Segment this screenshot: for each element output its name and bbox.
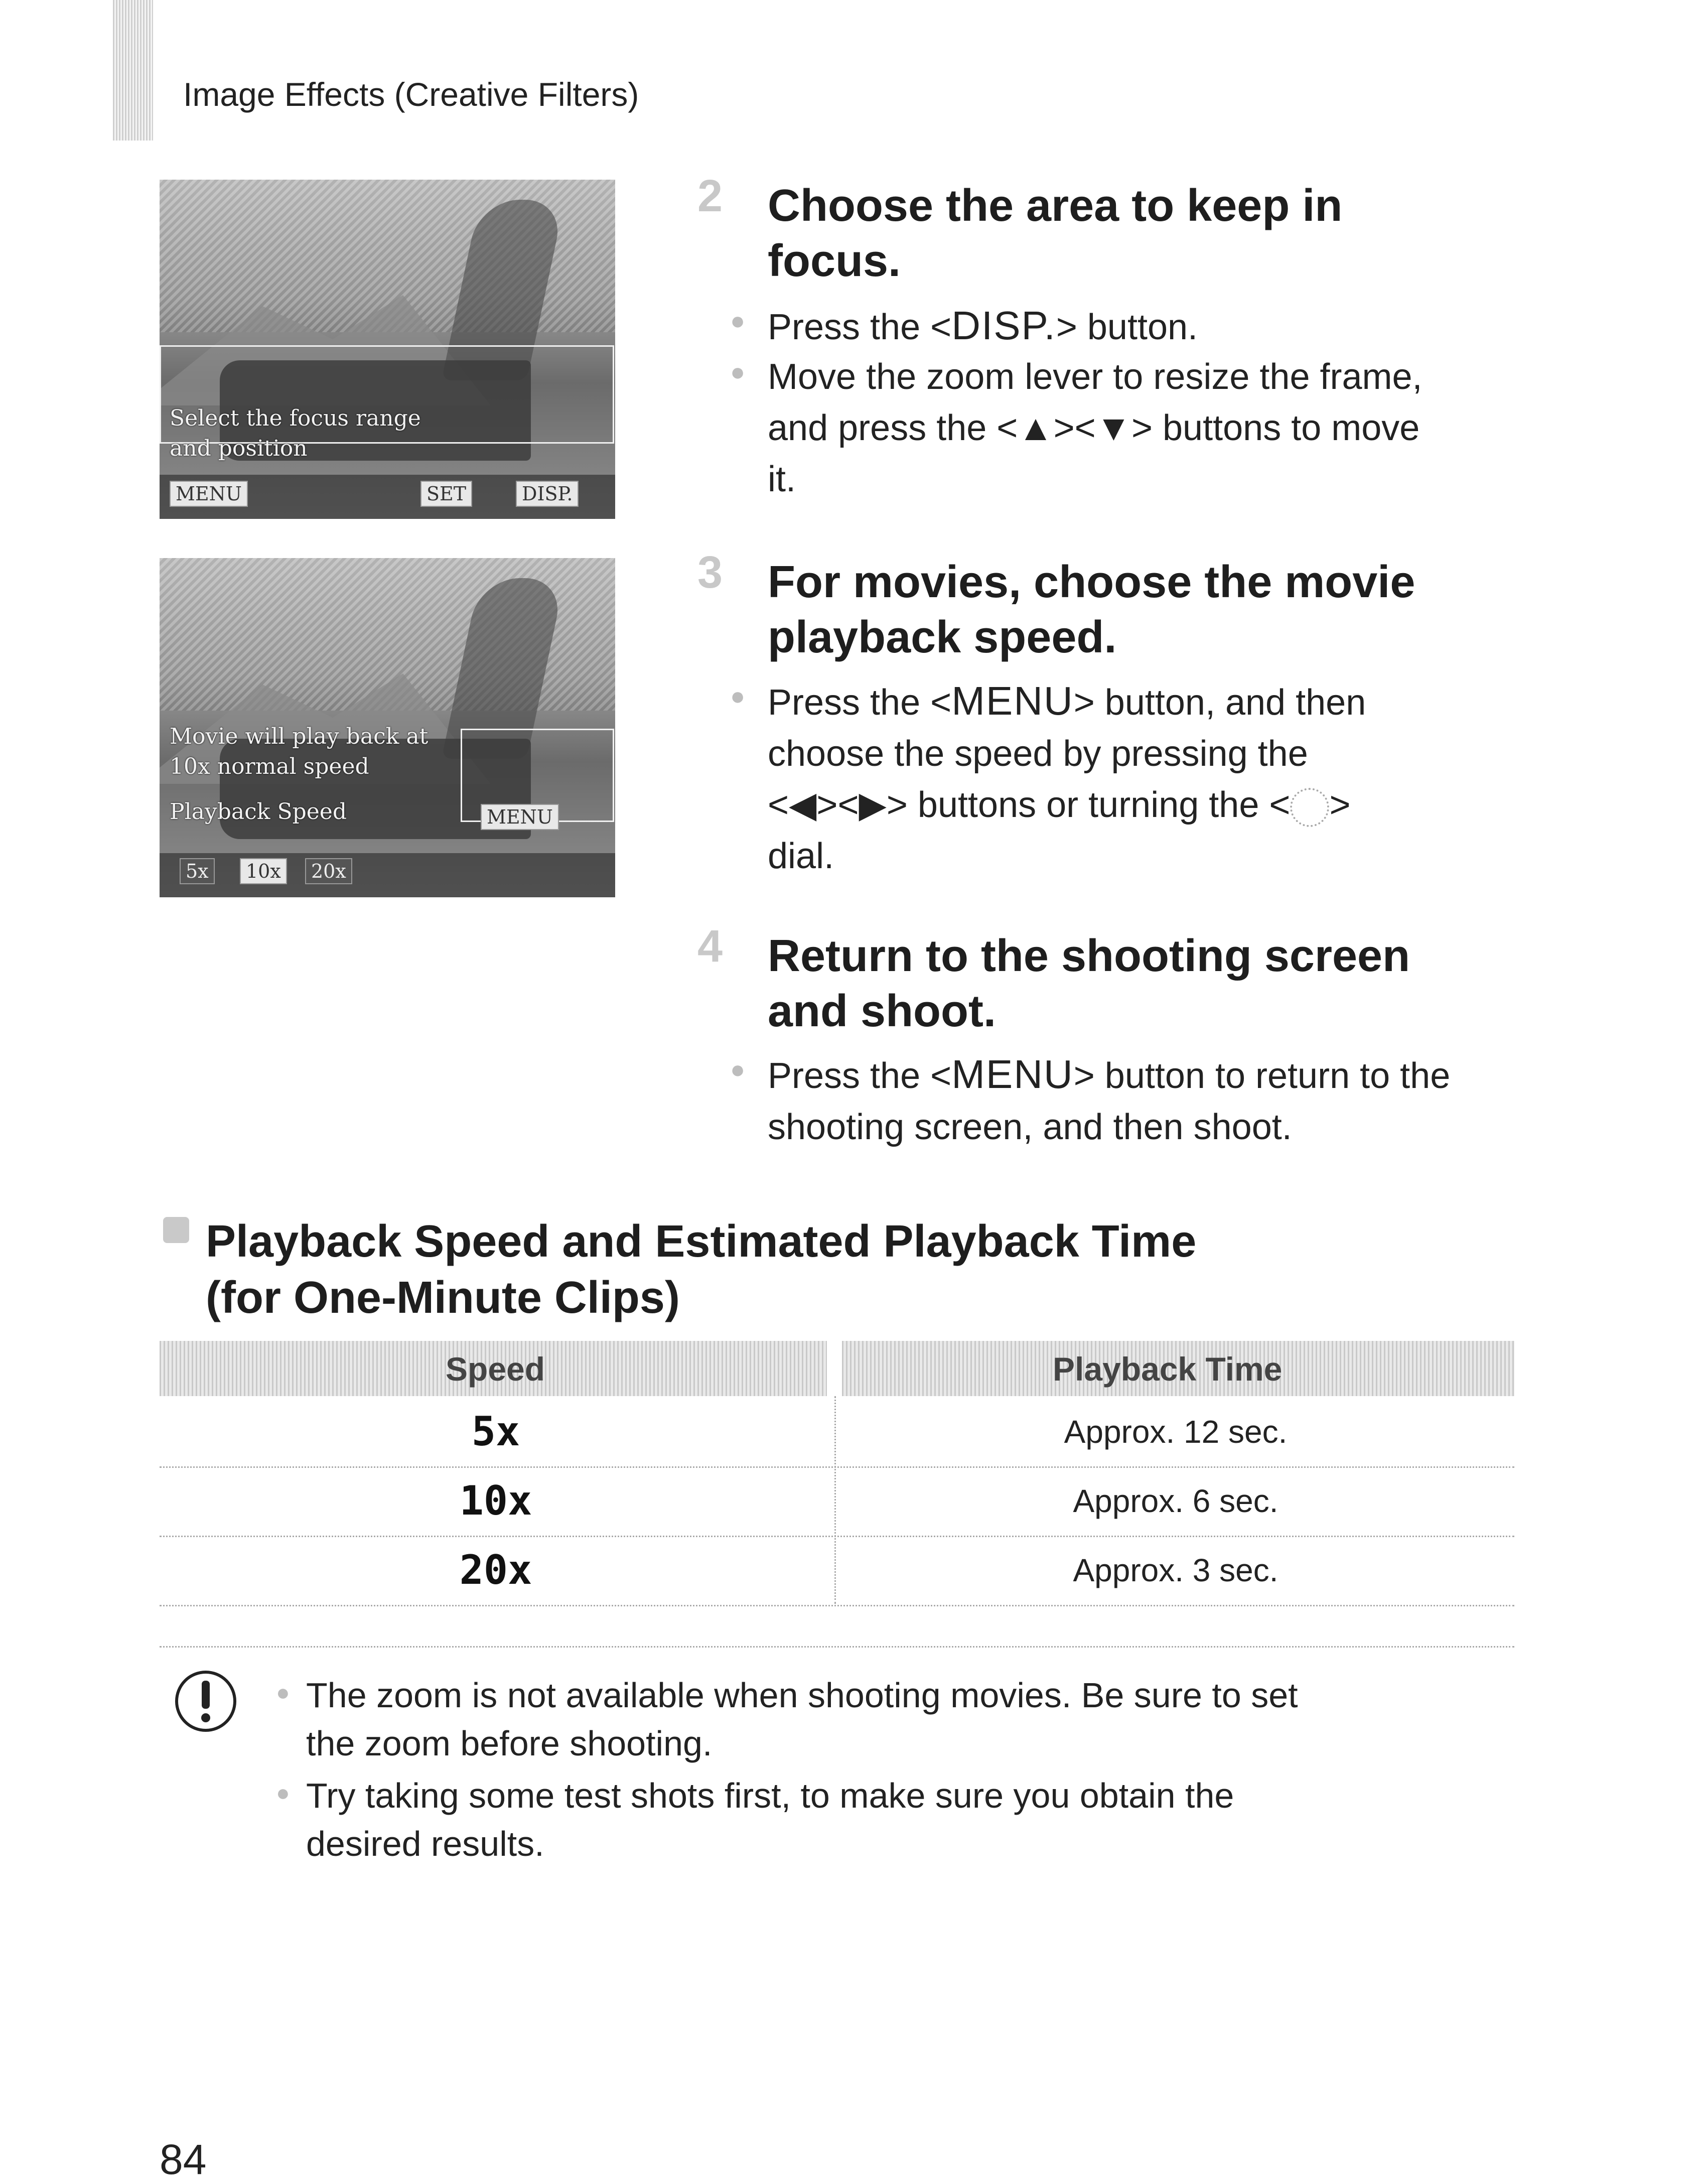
- menu-key-label: MENU: [951, 678, 1074, 723]
- step-number: 2: [697, 171, 723, 221]
- step-bullet: Press the <DISP.> button.: [768, 303, 1198, 348]
- step-number: 3: [697, 548, 723, 598]
- bullet-icon: ●: [730, 307, 746, 335]
- page-header-title: Image Effects (Creative Filters): [183, 76, 639, 113]
- table-divider: [834, 1396, 836, 1604]
- caution-icon: [173, 1669, 238, 1734]
- table-header-playback-time: Playback Time: [842, 1341, 1514, 1396]
- menu-chip: MENU: [170, 481, 248, 507]
- overlay-text: Movie will play back at: [170, 724, 429, 749]
- disp-chip: DISP.: [516, 481, 579, 507]
- bullet-icon: ●: [730, 1055, 746, 1083]
- table-row: 10x Approx. 6 sec.: [160, 1466, 1514, 1537]
- step-heading: Choose the area to keep in focus.: [768, 181, 1343, 286]
- camera-screenshot-focus-area: [160, 180, 615, 519]
- overlay-text: and position: [170, 436, 308, 461]
- bullet-icon: ●: [730, 358, 746, 386]
- step-bullet: Move the zoom lever to resize the frame, and press the <▲><▼> buttons to move it.: [768, 357, 1423, 499]
- table-row: 20x Approx. 3 sec.: [160, 1536, 1514, 1606]
- overlay-text: Playback Speed: [170, 799, 347, 825]
- divider: [160, 1646, 1514, 1648]
- bullet-icon: ●: [276, 1780, 290, 1806]
- step-number: 4: [697, 921, 723, 972]
- menu-chip: MENU: [481, 804, 559, 830]
- header-tab-marker: [113, 0, 153, 141]
- table-row: 5x Approx. 12 sec.: [160, 1397, 1514, 1468]
- overlay-text: 10x normal speed: [170, 754, 369, 779]
- speed-option: 5x: [180, 858, 215, 884]
- camera-screenshot-playback-speed: [160, 558, 615, 897]
- speed-option-selected: 10x: [240, 858, 287, 884]
- caution-note: Try taking some test shots first, to make sure you obtain the desired results.: [306, 1776, 1234, 1863]
- control-dial-icon: [1290, 788, 1329, 827]
- step-heading: For movies, choose the movie playback speed.: [768, 557, 1415, 662]
- step-heading: Return to the shooting screen and shoot.: [768, 931, 1410, 1036]
- bullet-icon: ●: [276, 1679, 290, 1705]
- speed-option: 20x: [305, 858, 352, 884]
- step-bullet: Press the <MENU> button, and then choose the speed by pressing the <◀><▶> buttons or turning the < > dial.: [768, 678, 1366, 876]
- bullet-icon: ●: [730, 682, 746, 710]
- set-chip: SET: [420, 481, 472, 507]
- disp-key-label: DISP.: [951, 303, 1056, 348]
- menu-key-label: MENU: [951, 1052, 1074, 1097]
- page-number: 84: [160, 2136, 207, 2183]
- overlay-text: Select the focus range: [170, 405, 421, 431]
- step-bullet: Press the <MENU> button to return to the shooting screen, and then shoot.: [768, 1052, 1451, 1147]
- table-header-speed: Speed: [160, 1341, 827, 1396]
- section-marker-icon: [163, 1217, 189, 1243]
- caution-note: The zoom is not available when shooting movies. Be sure to set the zoom before shooting.: [306, 1676, 1298, 1763]
- section-title: Playback Speed and Estimated Playback Time (for One-Minute Clips): [206, 1216, 1197, 1323]
